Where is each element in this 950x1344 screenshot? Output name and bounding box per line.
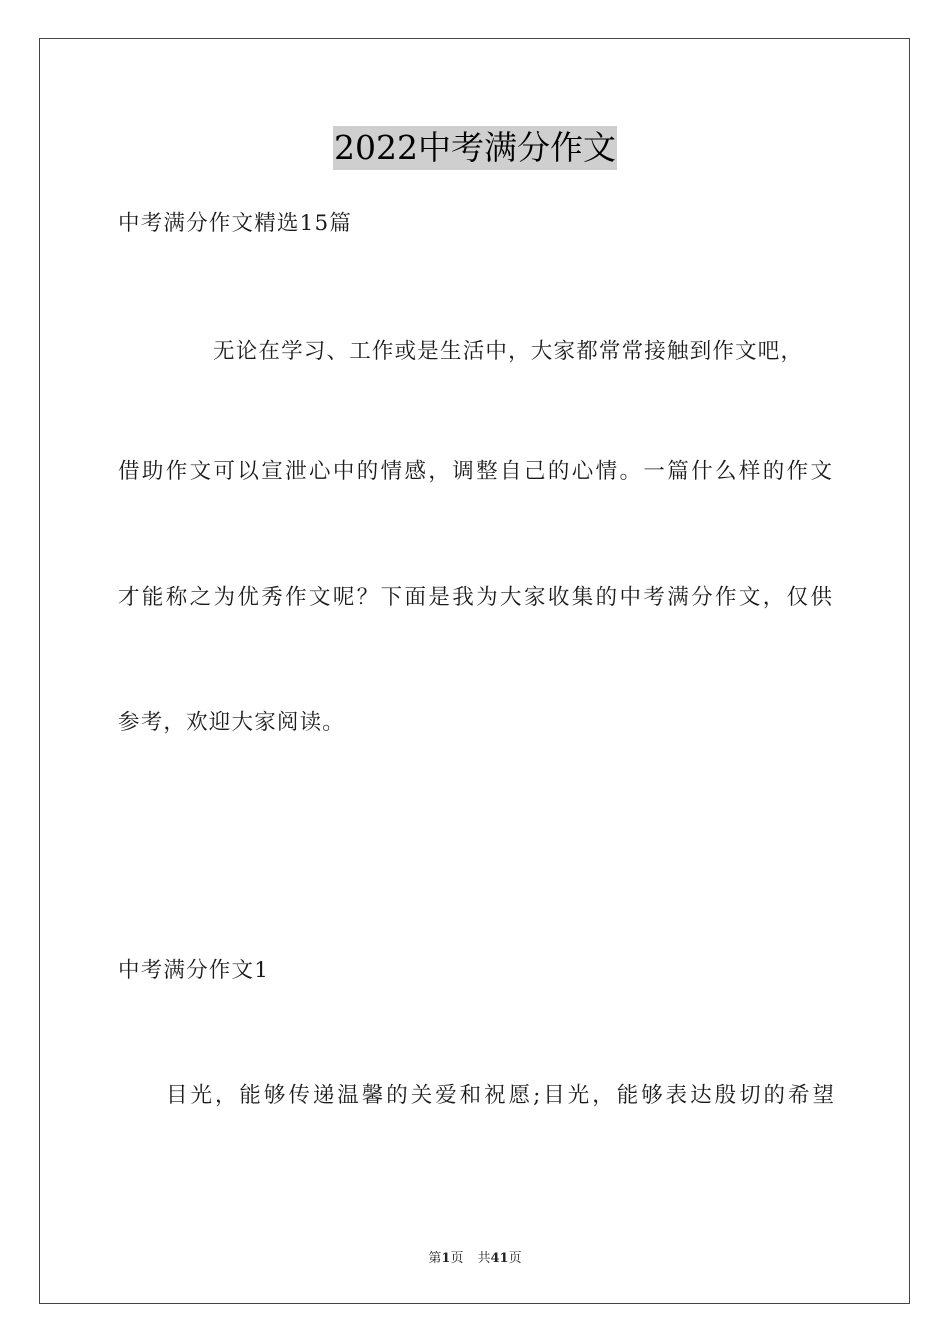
footer-page-prefix: 第 [428,1251,442,1266]
document-title [0,126,950,170]
subtitle: 中考满分作文精选15篇 [118,211,353,236]
section-heading: 中考满分作文1 [118,958,270,983]
footer-page-total: 41 [490,1251,509,1266]
page-footer [0,1247,950,1266]
paragraph-line-1: 无论在学习、工作或是生活中，大家都常常接触到作文吧， [213,339,804,364]
paragraph-line-2: 借助作文可以宣泄心中的情感，调整自己的心情。一篇什么样的作文 [118,459,832,484]
footer-total-suffix: 页 [508,1251,522,1266]
section-first-line: 目光，能够传递温馨的关爱和祝愿;目光，能够表达殷切的希望 [166,1083,834,1108]
footer-page-mid: 页 [450,1251,464,1266]
paragraph-line-4: 参考，欢迎大家阅读。 [118,710,346,735]
title-text: 2022中考满分作文 [333,126,617,170]
footer-total-prefix: 共 [477,1251,491,1266]
footer-page-current: 1 [441,1251,451,1266]
paragraph-line-3: 才能称之为优秀作文呢？下面是我为大家收集的中考满分作文，仅供 [118,585,832,610]
